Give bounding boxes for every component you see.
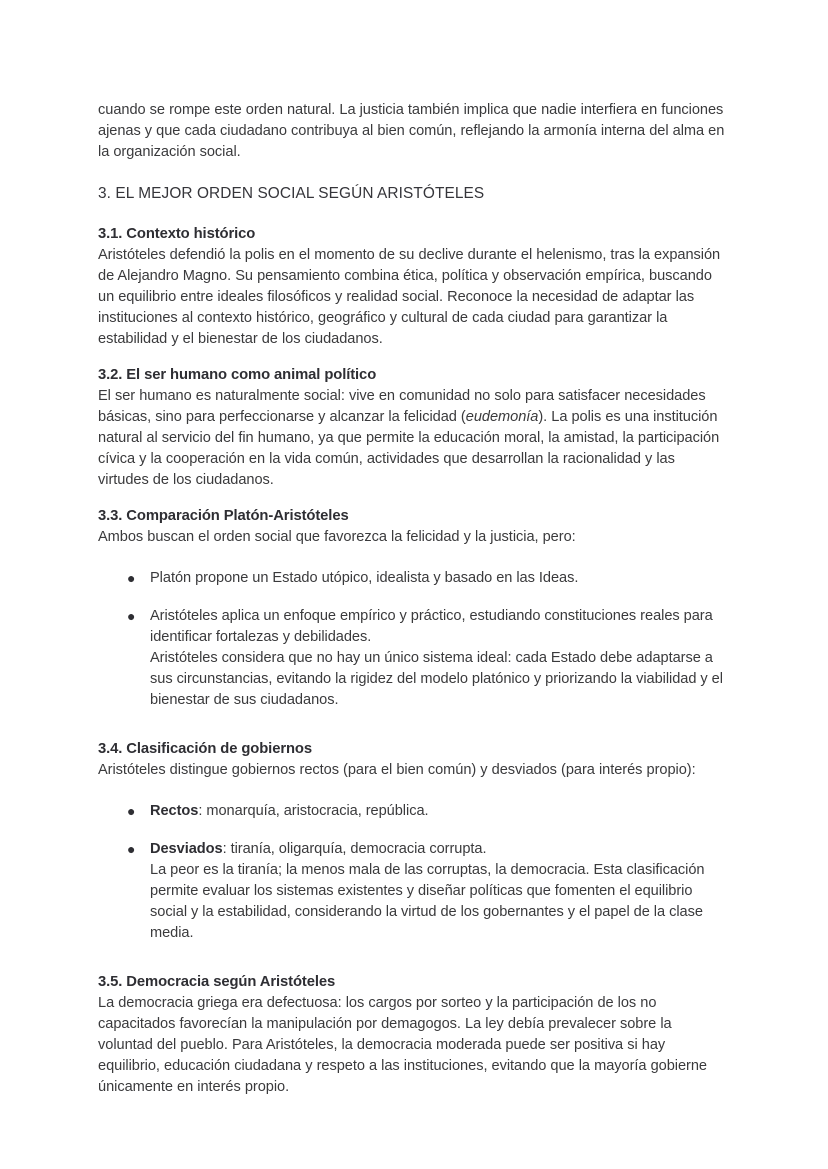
spacer	[98, 781, 726, 801]
term-eudemonia: eudemonía	[465, 409, 539, 425]
section-paragraph-3-4: Aristóteles distingue gobiernos rectos (para el bien común) y desviados (para interés propio):	[98, 762, 696, 778]
bullet-list-3-4	[98, 801, 726, 944]
bullet-list-3-3	[98, 568, 726, 711]
list-item-continuation: La peor es la tiranía; la menos mala de las corruptas, la democracia. Esta clasificación permite evaluar los sistemas existentes y diseñar políticas que fomenten el equilibrio social y la estabilidad, considerando la virtud de los gobernantes y el papel de la clase media.	[150, 862, 705, 941]
spacer	[98, 163, 726, 183]
list-item-text: Platón propone un Estado utópico, idealista y basado en las Ideas.	[150, 570, 579, 586]
list-item	[98, 839, 726, 944]
spacer	[98, 711, 726, 739]
spacer	[98, 944, 726, 972]
section-heading-3-4: 3.4. Clasificación de gobiernos	[98, 741, 312, 757]
section-paragraph-3-1: Aristóteles defendió la polis en el momento de su declive durante el helenismo, tras la expansión de Alejandro Magno. Su pensamiento combina ética, política y observación empírica, buscando un equilibrio entre ideales filosóficos y realidad social. Reconoce la necesidad de adaptar las instituciones al contexto histórico, geográfico y cultural de cada ciudad para garantizar la estabilidad y el bienestar de los ciudadanos.	[98, 247, 721, 347]
list-item	[98, 801, 726, 822]
spacer	[98, 204, 726, 224]
intro-paragraph: cuando se rompe este orden natural. La justicia también implica que nadie interfiera en funciones ajenas y que cada ciudadano contribuya al bien común, reflejando la armonía interna del alma en la organización social.	[98, 102, 725, 160]
list-item-text: Aristóteles aplica un enfoque empírico y práctico, estudiando constituciones reales para identificar fortalezas y debilidades.	[150, 608, 713, 645]
spacer	[98, 548, 726, 568]
section-heading-3-5: 3.5. Democracia según Aristóteles	[98, 974, 336, 990]
page-title: 3. EL MEJOR ORDEN SOCIAL SEGÚN ARISTÓTELES	[98, 185, 485, 202]
section-paragraph-3-3: Ambos buscan el orden social que favorezca la felicidad y la justicia, pero:	[98, 529, 576, 545]
bullet-icon: ●	[127, 608, 136, 624]
list-item-text: : tiranía, oligarquía, democracia corrupta.	[222, 841, 487, 857]
list-item	[98, 568, 726, 589]
list-item	[98, 606, 726, 711]
section-heading-3-1: 3.1. Contexto histórico	[98, 226, 256, 242]
section-heading-3-2: 3.2. El ser humano como animal político	[98, 367, 377, 383]
list-item-label: Desviados	[150, 841, 223, 857]
document-body	[98, 100, 726, 1098]
bullet-icon: ●	[127, 803, 136, 819]
spacer	[98, 350, 726, 365]
list-item-continuation: Aristóteles considera que no hay un único sistema ideal: cada Estado debe adaptarse a sus circunstancias, evitando la rigidez del modelo platónico y priorizando la viabilidad y el bienestar de sus ciudadanos.	[150, 650, 723, 708]
paragraph-text-part-1: El ser humano es naturalmente social: vive en comunidad no solo para satisfacer necesidades básicas, sino para perfeccionarse y alcanzar la felicidad (	[98, 388, 706, 425]
paragraph-text-part-2: ). La polis es una institución natural al servicio del fin humano, ya que permite la educación moral, la amistad, la participación cívica y la cooperación en la vida común, actividades que desarrollan la racionalidad y las virtudes de los ciudadanos.	[98, 409, 720, 488]
bullet-icon: ●	[127, 841, 136, 857]
section-paragraph-3-2	[98, 386, 726, 491]
bullet-icon: ●	[127, 570, 136, 586]
spacer	[98, 491, 726, 506]
section-paragraph-3-5: La democracia griega era defectuosa: los cargos por sorteo y la participación de los no capacitados favorecían la manipulación por demagogos. La ley debía prevalecer sobre la voluntad del pueblo. Para Aristóteles, la democracia moderada puede ser positiva si hay equilibrio, educación ciudadana y respeto a las instituciones, evitando que la mayoría gobierne únicamente en interés propio.	[98, 995, 707, 1095]
list-item-label: Rectos	[150, 803, 199, 819]
section-heading-3-3: 3.3. Comparación Platón-Aristóteles	[98, 508, 349, 524]
list-item-text: : monarquía, aristocracia, república.	[198, 803, 429, 819]
